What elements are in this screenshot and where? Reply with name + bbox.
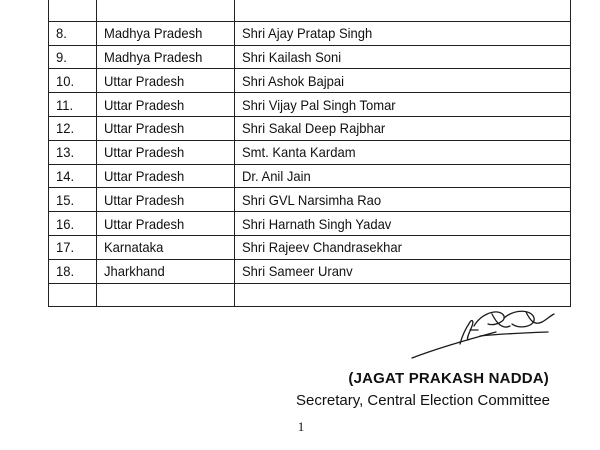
- state-cell: Madhya Pradesh: [97, 21, 225, 45]
- candidate-name-cell: Shri Sameer Uranv: [235, 259, 547, 283]
- state-cell: Karnataka: [97, 235, 225, 259]
- serial-number-cell: 15.: [49, 188, 94, 212]
- state-cell: Uttar Pradesh: [97, 188, 225, 212]
- state-cell: Uttar Pradesh: [97, 140, 225, 164]
- candidate-name-cell: Shri Sakal Deep Rajbhar: [235, 116, 547, 140]
- candidate-name-cell: Shri Ashok Bajpai: [235, 69, 547, 93]
- candidate-name-cell: Shri Harnath Singh Yadav: [235, 212, 547, 236]
- state-cell: Uttar Pradesh: [97, 69, 225, 93]
- candidates-table: [48, 0, 571, 307]
- candidate-name-cell: [235, 0, 547, 21]
- table-row: [49, 116, 571, 140]
- signer-name: (JAGAT PRAKASH NADDA): [348, 370, 549, 387]
- serial-number-cell: 14.: [49, 164, 94, 188]
- state-cell: Uttar Pradesh: [97, 164, 225, 188]
- serial-number-cell: 18.: [49, 259, 94, 283]
- candidate-name-cell: Shri GVL Narsimha Rao: [235, 188, 547, 212]
- table-row: [49, 21, 571, 45]
- state-cell: Uttar Pradesh: [97, 212, 225, 236]
- state-cell: Jharkhand: [97, 259, 225, 283]
- signer-title: Secretary, Central Election Committee: [296, 392, 550, 409]
- candidate-name-cell: Shri Vijay Pal Singh Tomar: [235, 93, 547, 117]
- signature-icon: [408, 300, 558, 364]
- serial-number-cell: 11.: [49, 93, 94, 117]
- candidate-name-cell: Shri Ajay Pratap Singh: [235, 21, 547, 45]
- table-row: [49, 45, 571, 69]
- table-row: [49, 235, 571, 259]
- table-row: [49, 212, 571, 236]
- state-cell: Uttar Pradesh: [97, 116, 225, 140]
- table-row: [49, 259, 571, 283]
- serial-number-cell: 12.: [49, 116, 94, 140]
- state-cell: Uttar Pradesh: [97, 93, 225, 117]
- serial-number-cell: [49, 0, 94, 21]
- candidate-name-cell: Shri Rajeev Chandrasekhar: [235, 235, 547, 259]
- serial-number-cell: 10.: [49, 69, 94, 93]
- page-number: 1: [297, 419, 305, 434]
- state-cell: [97, 0, 225, 21]
- serial-number-cell: 16.: [49, 212, 94, 236]
- serial-number-cell: 13.: [49, 140, 94, 164]
- serial-number-cell: 9.: [49, 45, 94, 69]
- candidates-table-body: [49, 0, 571, 307]
- serial-number-cell: 17.: [49, 235, 94, 259]
- serial-number-cell: [49, 283, 94, 307]
- table-row: [49, 164, 571, 188]
- table-row: [49, 69, 571, 93]
- serial-number-cell: 8.: [49, 21, 94, 45]
- state-cell: Madhya Pradesh: [97, 45, 225, 69]
- candidate-name-cell: Dr. Anil Jain: [235, 164, 547, 188]
- table-row: [49, 188, 571, 212]
- table-row: [49, 0, 571, 21]
- candidate-name-cell: Shri Kailash Soni: [235, 45, 547, 69]
- candidate-name-cell: Smt. Kanta Kardam: [235, 140, 547, 164]
- table-row: [49, 140, 571, 164]
- state-cell: [97, 283, 225, 307]
- table-row: [49, 93, 571, 117]
